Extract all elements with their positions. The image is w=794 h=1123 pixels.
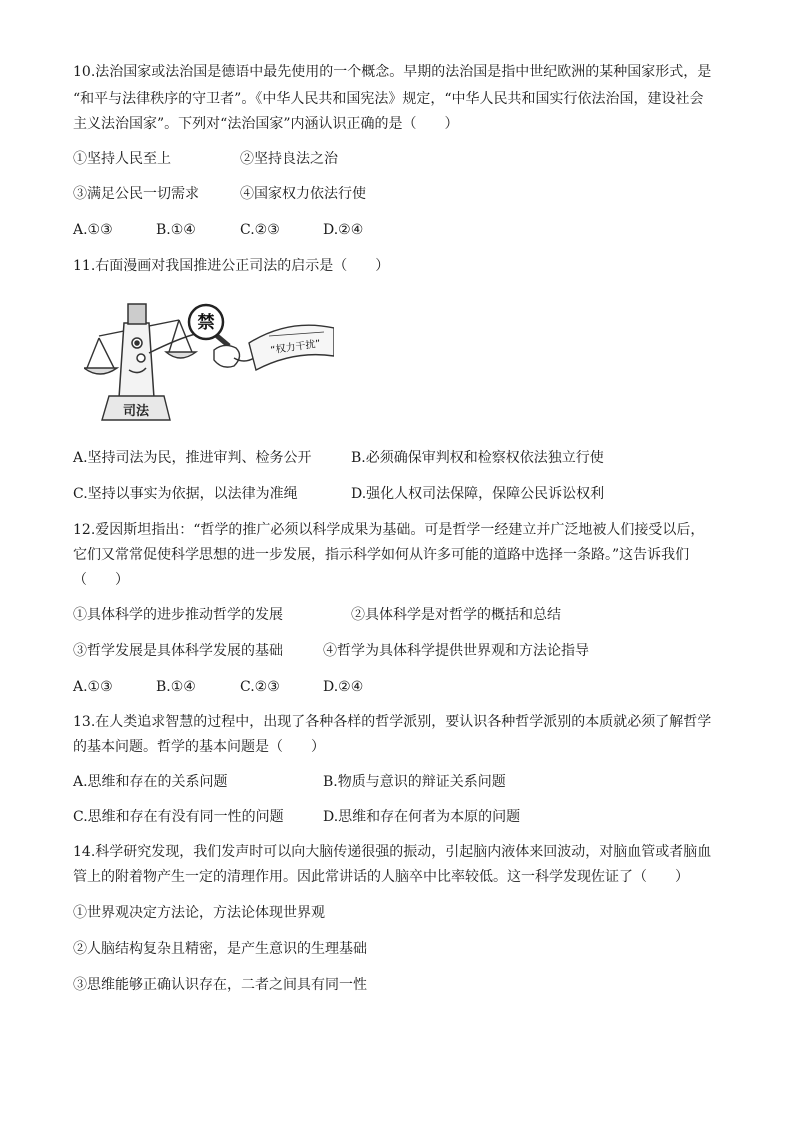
q10-choice-c: C.②③ (240, 222, 280, 238)
q10-item-2: ②坚持良法之治 (240, 151, 338, 167)
q10-item-1: ①坚持人民至上 (73, 151, 171, 167)
q13-choice-c: C.思维和存在有没有同一性的问题 (73, 809, 284, 825)
q10-choice-a: A.①③ (73, 222, 113, 238)
q10-item-3: ③满足公民一切需求 (73, 186, 199, 202)
q12-stem-line-1: 12.爱因斯坦指出：“哲学的推广必须以科学成果为基础。可是哲学一经建立并广泛地被人们接受以后， (73, 522, 705, 538)
q10-stem-line-1: 10.法治国家或法治国是德语中最先使用的一个概念。早期的法治国是指中世纪欧洲的某种国家形式，是 (73, 64, 712, 80)
q14-item-2: ②人脑结构复杂且精密，是产生意识的生理基础 (73, 941, 367, 957)
q13-choice-a: A.思维和存在的关系问题 (73, 774, 228, 790)
q14-item-1: ①世界观决定方法论，方法论体现世界观 (73, 905, 325, 921)
q12-item-1: ①具体科学的进步推动哲学的发展 (73, 607, 283, 623)
q13-stem-line-2: 的基本问题。哲学的基本问题是（ ） (73, 739, 325, 755)
q11-choice-c: C.坚持以事实为依据，以法律为准绳 (73, 486, 298, 502)
q11-stem: 11.右面漫画对我国推进公正司法的启示是（ ） (73, 258, 390, 274)
q11-choice-a: A.坚持司法为民，推进审判、检务公开 (73, 450, 312, 466)
q11-choice-b: B.必须确保审判权和检察权依法独立行使 (351, 450, 604, 466)
power-interference-label: “权力干扰” (269, 338, 322, 357)
q12-stem-line-2: 它们又常常促使科学思想的进一步发展，指示科学如何从许多可能的道路中选择一条路。”这告诉我们 (73, 547, 690, 563)
q10-stem-line-3: 主义法治国家”。下列对“法治国家”内涵认识正确的是（ ） (73, 116, 459, 132)
judiciary-cartoon (84, 298, 334, 428)
q13-stem-line-1: 13.在人类追求智慧的过程中，出现了各种各样的哲学派别，要认识各种哲学派别的本质就必须了解哲学 (73, 714, 712, 730)
q13-choice-d: D.思维和存在何者为本原的问题 (323, 809, 521, 825)
q12-choice-d: D.②④ (323, 679, 364, 695)
q14-stem-line-1: 14.科学研究发现，我们发声时可以向大脑传递很强的振动，引起脑内液体来回波动，对脑血管或者脑血 (73, 844, 712, 860)
q12-item-2: ②具体科学是对哲学的概括和总结 (351, 607, 561, 623)
judiciary-label: 司法 (122, 404, 150, 419)
q10-item-4: ④国家权力依法行使 (240, 186, 366, 202)
q12-choice-a: A.①③ (73, 679, 113, 695)
q14-stem-line-2: 管上的附着物产生一定的清理作用。因此常讲话的人脑卒中比率较低。这一科学发现佐证了（ ） (73, 869, 689, 885)
q12-choice-c: C.②③ (240, 679, 280, 695)
q13-choice-b: B.物质与意识的辩证关系问题 (323, 774, 506, 790)
q12-item-4: ④哲学为具体科学提供世界观和方法论指导 (323, 643, 589, 659)
q10-choice-b: B.①④ (156, 222, 196, 238)
q12-stem-line-3: （ ） (73, 572, 129, 588)
q10-choice-d: D.②④ (323, 222, 364, 238)
ban-sign-label: 禁 (197, 313, 215, 333)
q10-stem-line-2: “和平与法律秩序的守卫者”。《中华人民共和国宪法》规定，“中华人民共和国实行依法治国，建设社会 (73, 91, 704, 107)
q14-item-3: ③思维能够正确认识存在，二者之间具有同一性 (73, 977, 367, 993)
q11-choice-d: D.强化人权司法保障，保障公民诉讼权利 (351, 486, 605, 502)
q12-item-3: ③哲学发展是具体科学发展的基础 (73, 643, 283, 659)
q12-choice-b: B.①④ (156, 679, 196, 695)
